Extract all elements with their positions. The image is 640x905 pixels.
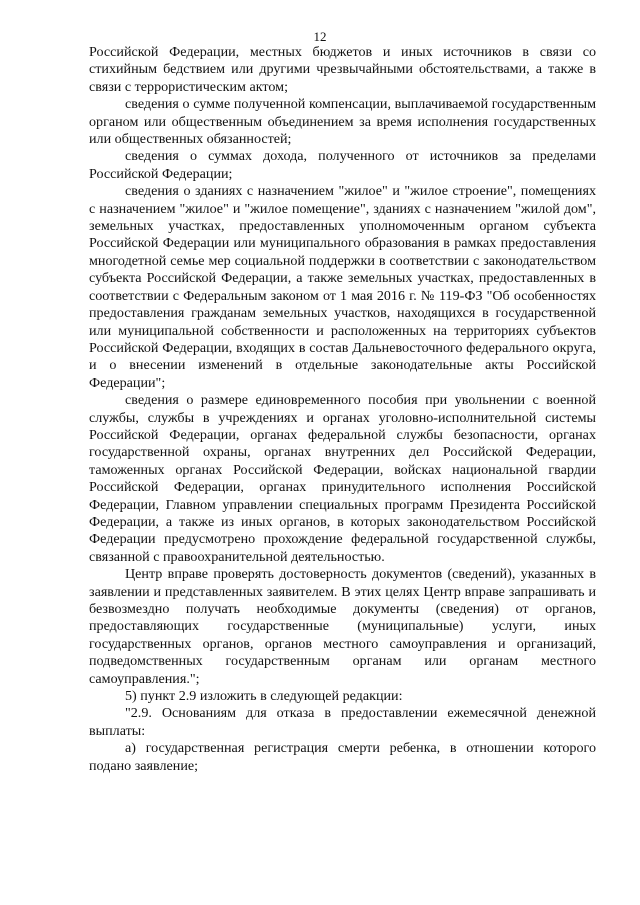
page-number: 12: [313, 29, 327, 44]
paragraph: сведения о размере единовременного пособия при увольнении с военной службы, службы в учреждениях и органах уголовно-исполнительной системы Российской Федерации, органах федеральной службы безопасности, органах государственной охраны, органах внутренних дел Российской Федерации, таможенных органах Российской Федерации, войсках национальной гвардии Российской Федерации, органах принудительного исполнения Российской Федерации, Главном управлении специальных программ Президента Российской Федерации, а также из иных органов, в которых законодательством Российской Федерации предусмотрено прохождение федеральной государственной службы, связанной с правоохранительной деятельностью.: [89, 392, 596, 565]
paragraph: а) государственная регистрация смерти ребенка, в отношении которого подано заявление;: [89, 740, 596, 774]
paragraph: Российской Федерации, местных бюджетов и иных источников в связи со стихийным бедствием или другими чрезвычайными обстоятельствами, а также в связи с террористическим актом;: [89, 44, 596, 95]
paragraph: сведения о зданиях с назначением "жилое" и "жилое строение", помещениях с назначением "жилое" и "жилое помещение", зданиях с назначением "жилой дом", земельных участках, предоставленных уполномоченным органом субъекта Российской Федерации или муниципального образования в рамках предоставления многодетной семье мер социальной поддержки в соответствии с законодательством субъекта Российской Федерации, а также земельных участках, предоставленных в соответствии с Федеральным законом от 1 мая 2016 г. № 119-ФЗ "Об особенностях предоставления гражданам земельных участков, находящихся в государственной или муниципальной собственности и расположенных на территориях субъектов Российской Федерации, входящих в состав Дальневосточного федерального округа, и о внесении изменений в отдельные законодательные акты Российской Федерации";: [89, 183, 596, 391]
paragraph: сведения о сумме полученной компенсации, выплачиваемой государственным органом или общественным объединением за время исполнения государственных или общественных обязанностей;: [89, 96, 596, 148]
paragraph: 5) пункт 2.9 изложить в следующей редакции:: [125, 688, 403, 705]
paragraph: "2.9. Основаниям для отказа в предоставлении ежемесячной денежной выплаты:: [89, 705, 596, 739]
document-body: [89, 44, 596, 775]
paragraph: сведения о суммах дохода, полученного от источников за пределами Российской Федерации;: [89, 148, 596, 182]
paragraph: Центр вправе проверять достоверность документов (сведений), указанных в заявлении и представленных заявителем. В этих целях Центр вправе запрашивать и безвозмездно получать необходимые документы (сведения) от органов, предоставляющих государственные (муниципальные) услуги, иных государственных органов, органов местного самоуправления и организаций, подведомственных государственным органам или органам местного самоуправления.";: [89, 566, 596, 687]
